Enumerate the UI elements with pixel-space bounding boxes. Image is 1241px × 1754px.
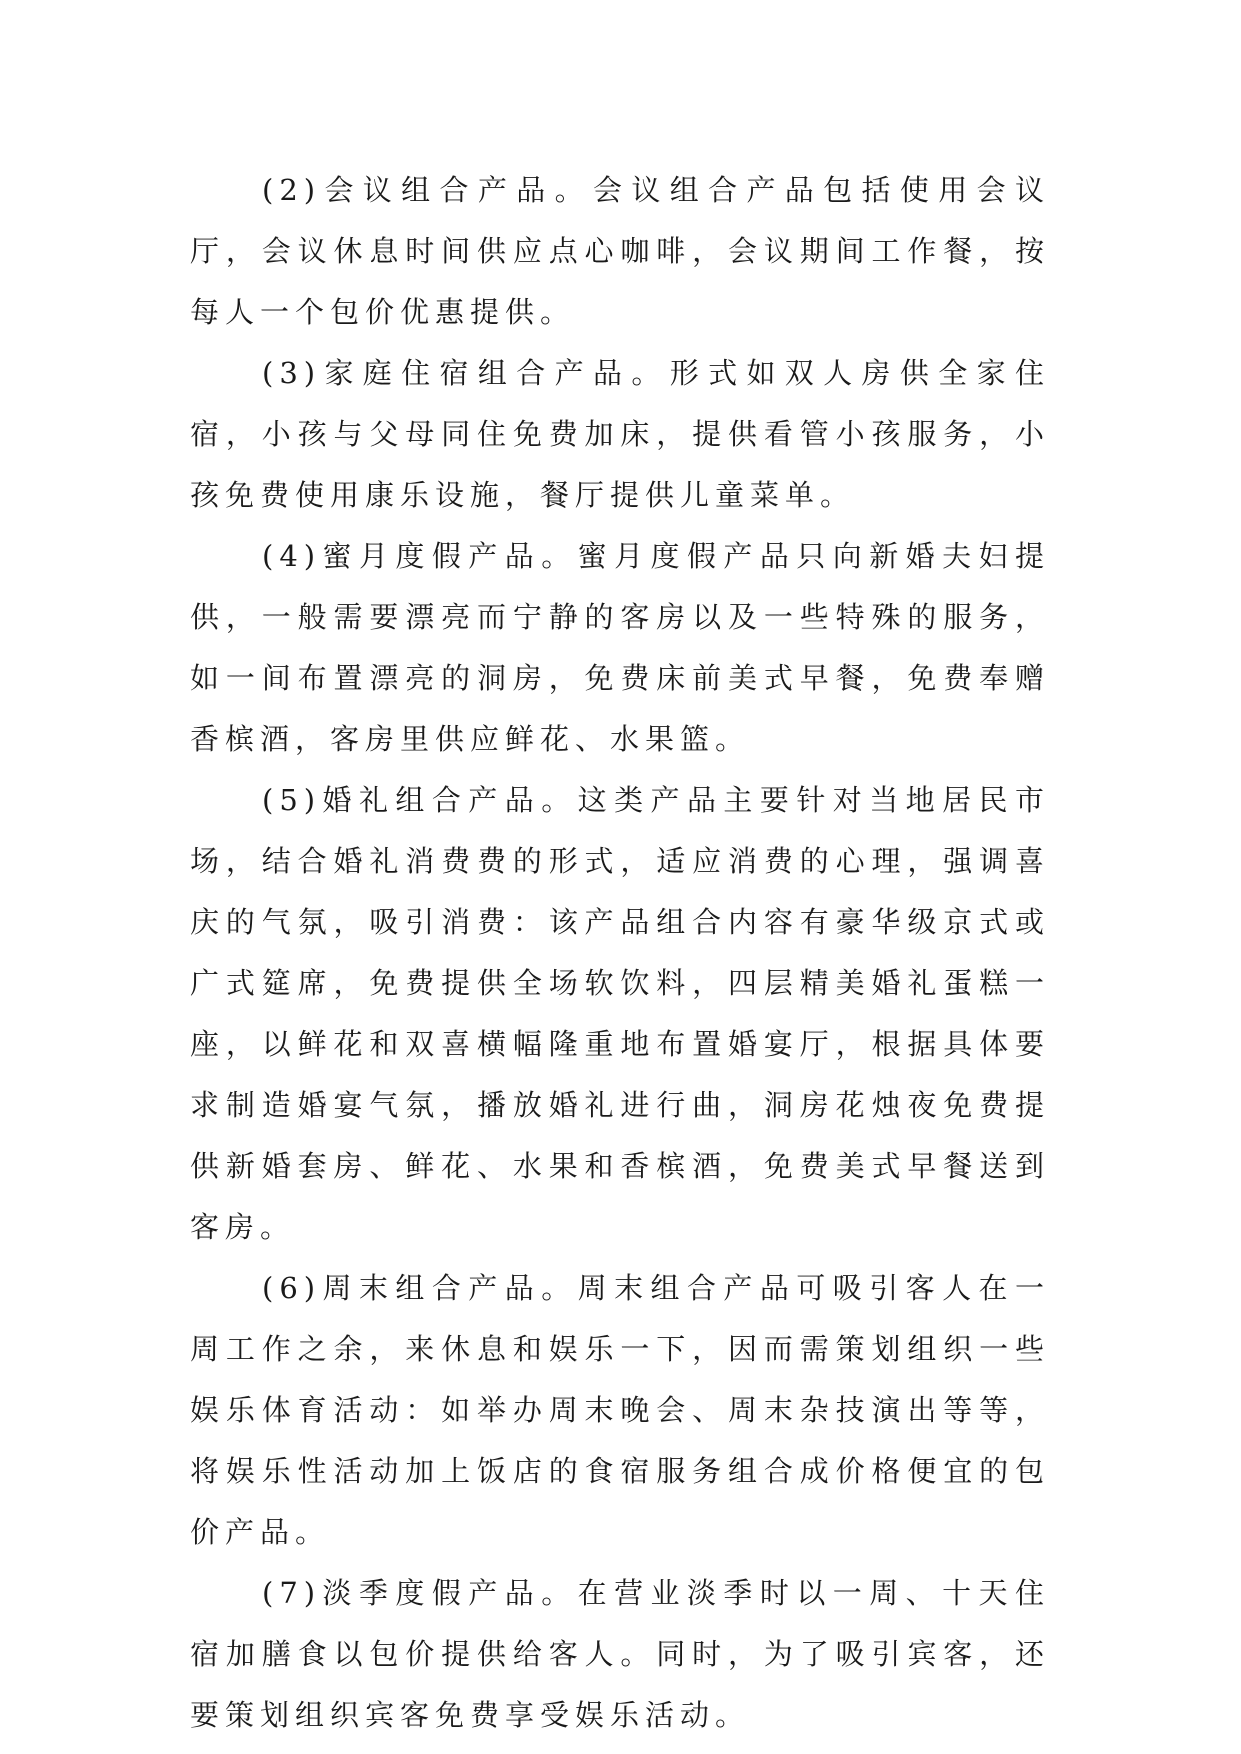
paragraph-off-season-package: (7)淡季度假产品。在营业淡季时以一周、十天住宿加膳食以包价提供给客人。同时，为了吸引宾客，还要策划组织宾客免费享受娱乐活动。 bbox=[190, 1576, 1050, 1732]
paragraph-weekend-package: (6)周末组合产品。周末组合产品可吸引客人在一周工作之余，来休息和娱乐一下，因而需策划组织一些娱乐体育活动：如举办周末晚会、周末杂技演出等等，将娱乐性活动加上饭店的食宿服务组合成价格便宜的包价产品。 bbox=[190, 1271, 1050, 1549]
paragraph-wedding-package: (5)婚礼组合产品。这类产品主要针对当地居民市场，结合婚礼消费费的形式，适应消费的心理，强调喜庆的气氛，吸引消费：该产品组合内容有豪华级京式或广式筵席，免费提供全场软饮料，四层精美婚礼蛋糕一座，以鲜花和双喜横幅隆重地布置婚宴厅，根据具体要求制造婚宴气氛，播放婚礼进行曲，洞房花烛夜免费提供新婚套房、鲜花、水果和香槟酒，免费美式早餐送到客房。 bbox=[190, 783, 1050, 1244]
paragraph-honeymoon-package: (4)蜜月度假产品。蜜月度假产品只向新婚夫妇提供，一般需要漂亮而宁静的客房以及一些特殊的服务，如一间布置漂亮的洞房，免费床前美式早餐，免费奉赠香槟酒，客房里供应鲜花、水果篮。 bbox=[190, 539, 1050, 756]
paragraph-family-stay-package: (3)家庭住宿组合产品。形式如双人房供全家住宿，小孩与父母同住免费加床，提供看管小孩服务，小孩免费使用康乐设施，餐厅提供儿童菜单。 bbox=[190, 356, 1050, 512]
document-page bbox=[190, 160, 1050, 1746]
paragraph-meeting-package: (2)会议组合产品。会议组合产品包括使用会议厅，会议休息时间供应点心咖啡，会议期间工作餐，按每人一个包价优惠提供。 bbox=[190, 173, 1050, 329]
